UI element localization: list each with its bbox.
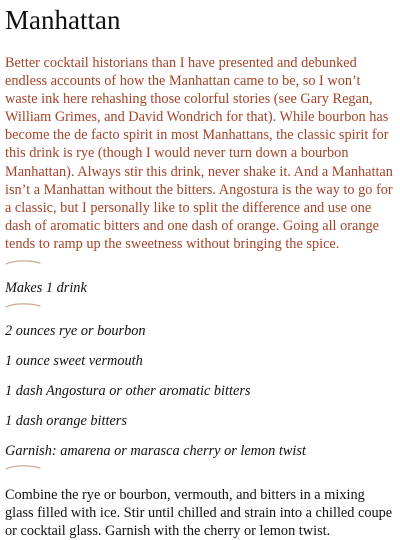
flourish-ornament-icon: [5, 259, 41, 267]
recipe-page: [5, 0, 395, 540]
ingredient-item: 1 dash Angostura or other aromatic bitters: [5, 383, 251, 400]
flourish-ornament-icon: [5, 464, 41, 472]
recipe-yield: Makes 1 drink: [5, 280, 87, 297]
ingredient-list: [5, 322, 395, 460]
ingredient-item: Garnish: amarena or marasca cherry or lemon twist: [5, 443, 306, 460]
recipe-intro: Better cocktail historians than I have presented and debunked endless accounts of how the Manhattan came to be, so I won’t waste ink here rehashing those colorful stories (see Gary Regan, William Grimes, and David Wondrich for that). While bourbon has become the de facto spirit in most Manhattans, the classic spirit for this drink is rye (though I would never turn down a bourbon Manhattan). Always stir this drink, never shake it. And a Manhattan isn’t a Manhattan without the bitters. Angostura is the way to go for a classic, but I personally like to split the difference and use one dash of aromatic bitters and one dash of orange. Going all orange tends to ramp up the sweetness without bringing the spice.: [5, 55, 393, 252]
recipe-method: Combine the rye or bourbon, vermouth, and bitters in a mixing glass filled with ice. Stir until chilled and strain into a chilled coupe or cocktail glass. Garnish with the cherry or lemon twist.: [5, 487, 393, 540]
ingredient-item: 1 ounce sweet vermouth: [5, 353, 143, 370]
ingredient-item: 2 ounces rye or bourbon: [5, 323, 146, 340]
recipe-title: Manhattan: [5, 5, 121, 35]
ingredient-item: 1 dash orange bitters: [5, 413, 127, 430]
flourish-ornament-icon: [5, 302, 41, 310]
